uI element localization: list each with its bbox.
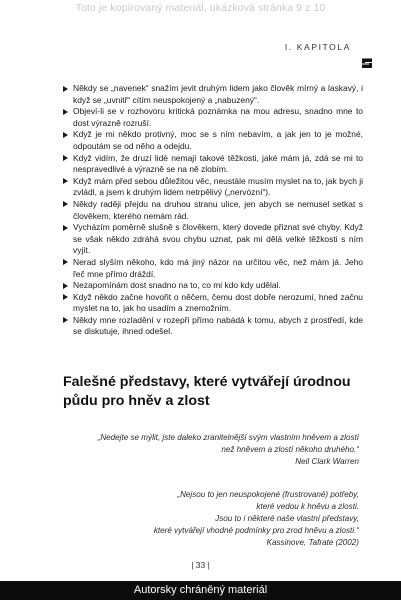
arrow-icon [63, 294, 68, 300]
quote-author: Kassinove, Tafrate (2002) [266, 538, 359, 547]
list-item-text: Nezapomínám dost snadno na to, co mi kdo kdy udělal. [73, 280, 281, 291]
quote-line: „Nedejte se mýlit, jste daleko zranitelnější svým vlastním hněvem a zlostí [97, 433, 359, 442]
list-item [63, 292, 363, 315]
list-item-text: Objeví-li se v rozhovoru kritická poznámka na mou adresu, snadno mne to dost výrazně rozruší. [73, 106, 363, 128]
quote-line: které vytvářejí vhodné podmínky pro zrod hněvu a zlosti.“ [153, 526, 359, 535]
list-item [63, 83, 363, 106]
quote-author: Neil Clark Warren [295, 457, 359, 466]
chapter-mark-icon [361, 57, 373, 69]
arrow-icon [63, 283, 68, 289]
quote-line: které vedou k hněvu a zlosti. [256, 502, 359, 511]
list-item [63, 222, 363, 257]
quote-line: Jsou to i některé naše vlastní představy, [215, 514, 359, 523]
watermark-text: Toto je kopírovaný materiál, ukázková stránka 9 z 10 [75, 2, 326, 14]
section-title: Falešné představy, které vytvářejí úrodnou půdu pro hněv a zlost [63, 374, 351, 409]
list-item [63, 106, 363, 129]
list-item [63, 153, 363, 176]
epigraph-quote-1 [59, 432, 359, 468]
list-item [63, 315, 363, 338]
symptom-list [63, 83, 363, 338]
arrow-icon [63, 109, 68, 115]
arrow-icon [63, 259, 68, 265]
list-item-text: Když vidím, že druzí lidé nemají takové těžkosti, jaké mám já, zdá se mi to nespravedlivé a výrazně se na ně zlobím. [73, 152, 363, 175]
list-item [63, 257, 363, 280]
copyright-footer: Autorsky chráněný materiál [0, 581, 401, 600]
arrow-icon [63, 155, 68, 161]
list-item-text: Když je mi někdo protivný, moc se s ním nebavím, a jak jen to je možné, odpoutám se od něho a odejdu. [73, 129, 363, 151]
quote-line: „Nejsou to jen neuspokojené (frustrované) potřeby, [177, 490, 359, 499]
list-item [63, 129, 363, 152]
arrow-icon [63, 225, 68, 231]
list-item-text: Někdy raději přejdu na druhou stranu ulice, jen abych se nemusel setkat s člověkem, kterého nemám rád. [73, 198, 363, 221]
arrow-icon [63, 201, 68, 207]
list-item-text: Vycházím poměrně slušně s člověkem, který dovede přiznat své chyby. Když se však někdo zdráhá svou chybu uznat, pak mi dělá velké těžkosti s ním vyjít. [73, 222, 363, 256]
page-number: | 33 | [191, 560, 210, 570]
chapter-heading: I. KAPITOLA [284, 42, 351, 52]
epigraph-quote-2 [59, 489, 359, 549]
list-item-text: Když někdo začne hovořit o něčem, čemu dost dobře nerozumí, hned začnu myslet na to, jak ho usadím a znemožním. [73, 291, 363, 314]
quote-line: než hněvem a zlostí někoho druhého.“ [221, 445, 359, 454]
list-item [63, 176, 363, 199]
list-item-text: Někdy se „navenek“ snažím jevit druhým lidem jako člověk mírný a laskavý, i když se „uvnitř“ cítím neuspokojený a „nabuzený“. [73, 83, 363, 105]
arrow-icon [63, 86, 68, 92]
list-item [63, 280, 363, 292]
list-item [63, 199, 363, 222]
arrow-icon [63, 132, 68, 138]
list-item-text: Když mám před sebou důležitou věc, neustále musím myslet na to, jak bych ji zvládl, a jsem k druhým lidem netrpělivý („nervózní“). [73, 175, 363, 198]
arrow-icon [63, 317, 68, 323]
list-item-text: Někdy mne rozladění v rozepři přímo nabádá k tomu, abych z prostředí, kde se diskutuje, ihned odešel. [73, 314, 363, 337]
arrow-icon [63, 178, 68, 184]
list-item-text: Nerad slyším někoho, kdo má jiný názor na určitou věc, než mám já. Jeho řeč mne přímo dráždí. [73, 256, 363, 279]
